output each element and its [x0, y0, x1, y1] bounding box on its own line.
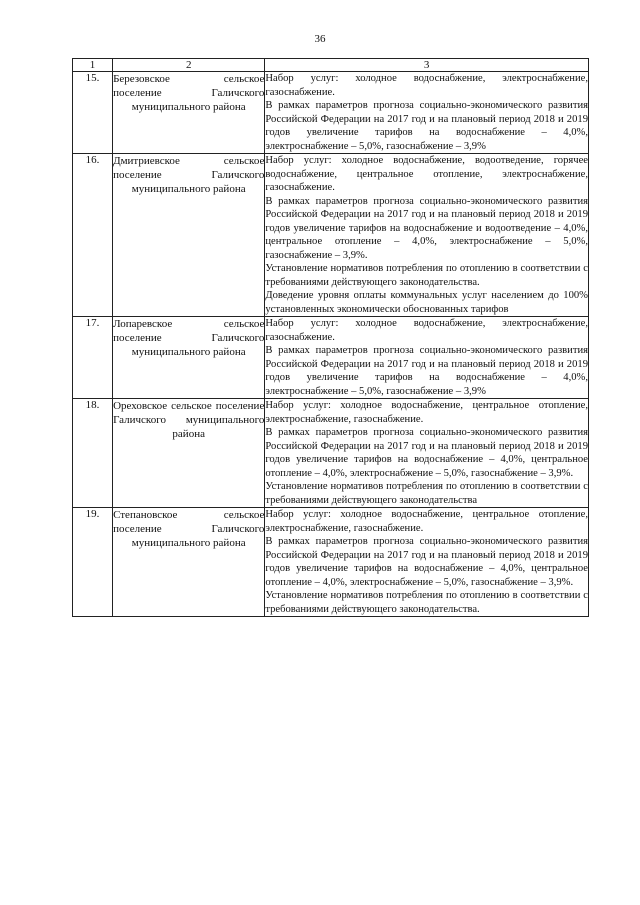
row-number: 19.: [73, 508, 113, 617]
row-number: 18.: [73, 399, 113, 508]
header-cell-1: 1: [73, 59, 113, 72]
tariff-table: [72, 58, 589, 617]
settlement-name: Березовское сельское поселение Галичского муниципального района: [113, 72, 265, 154]
services-paragraph: В рамках параметров прогноза социально-экономического развития Российской Федерации на 2017 год и на плановый период 2018 и 2019 годов увеличение тарифов на водоснабжение – 4,0%, электроснабжение – 5,0%, газоснабжение – 3,9%: [265, 345, 588, 397]
table-row: [73, 508, 589, 617]
services-paragraph: В рамках параметров прогноза социально-экономического развития Российской Федерации на 2017 год и на плановый период 2018 и 2019 годов увеличение тарифов на водоснабжение – 4,0%, электроснабжение – 5,0%, газоснабжение – 3,9%: [265, 100, 588, 152]
header-cell-3: 3: [265, 59, 589, 72]
table-row: [73, 317, 589, 399]
services-paragraph: Установление нормативов потребления по отоплению в соответствии с требованиями действующего законодательства.: [265, 590, 588, 615]
settlement-name: Степановское сельское поселение Галичского муниципального района: [113, 508, 265, 617]
page-number: 36: [314, 33, 326, 45]
table-row: [73, 399, 589, 508]
services-description: [265, 154, 589, 317]
services-paragraph: Доведение уровня оплаты коммунальных услуг населением до 100% установленных экономически обоснованных тарифов: [265, 290, 588, 315]
services-paragraph: В рамках параметров прогноза социально-экономического развития Российской Федерации на 2017 год и на плановый период 2018 и 2019 годов увеличение тарифов на водоснабжение и водоотведение – 4,0%, центральное отопление – 4,0%, электроснабжение – 5,0%, газоснабжение – 3,9%.: [265, 195, 588, 261]
table-header-row: [73, 59, 589, 72]
header-cell-2: 2: [113, 59, 265, 72]
row-number: 17.: [73, 317, 113, 399]
table-row: [73, 154, 589, 317]
services-paragraph: В рамках параметров прогноза социально-экономического развития Российской Федерации на 2017 год и на плановый период 2018 и 2019 годов увеличение тарифов на водоснабжение – 4,0%, центральное отопление – 4,0%, электроснабжение – 5,0%, газоснабжение – 3,9%.: [265, 427, 588, 479]
settlement-name: Дмитриевское сельское поселение Галичского муниципального района: [113, 154, 265, 317]
services-paragraph: Установление нормативов потребления по отоплению в соответствии с требованиями действующего законодательства.: [265, 263, 588, 288]
services-paragraph: Набор услуг: холодное водоснабжение, центральное отопление, электроснабжение, газоснабжение.: [265, 509, 588, 534]
services-description: [265, 399, 589, 508]
services-paragraph: Набор услуг: холодное водоснабжение, водоотведение, горячее водоснабжение, центральное отопление, электроснабжение, газоснабжение.: [265, 155, 588, 193]
services-paragraph: Установление нормативов потребления по отоплению в соответствии с требованиями действующего законодательства: [265, 481, 588, 506]
table-row: [73, 72, 589, 154]
services-paragraph: Набор услуг: холодное водоснабжение, центральное отопление, электроснабжение, газоснабжение.: [265, 400, 588, 425]
settlement-name: Лопаревское сельское поселение Галичского муниципального района: [113, 317, 265, 399]
services-description: [265, 72, 589, 154]
services-description: [265, 508, 589, 617]
services-description: [265, 317, 589, 399]
services-paragraph: Набор услуг: холодное водоснабжение, электроснабжение, газоснабжение.: [265, 318, 588, 343]
settlement-name: Ореховское сельское поселение Галичского муниципального района: [113, 399, 265, 508]
services-paragraph: Набор услуг: холодное водоснабжение, электроснабжение, газоснабжение.: [265, 73, 588, 98]
row-number: 16.: [73, 154, 113, 317]
row-number: 15.: [73, 72, 113, 154]
services-paragraph: В рамках параметров прогноза социально-экономического развития Российской Федерации на 2017 год и на плановый период 2018 и 2019 годов увеличение тарифов на водоснабжение – 4,0%, центральное отопление – 4,0%, электроснабжение – 5,0%, газоснабжение – 3,9%.: [265, 536, 588, 588]
